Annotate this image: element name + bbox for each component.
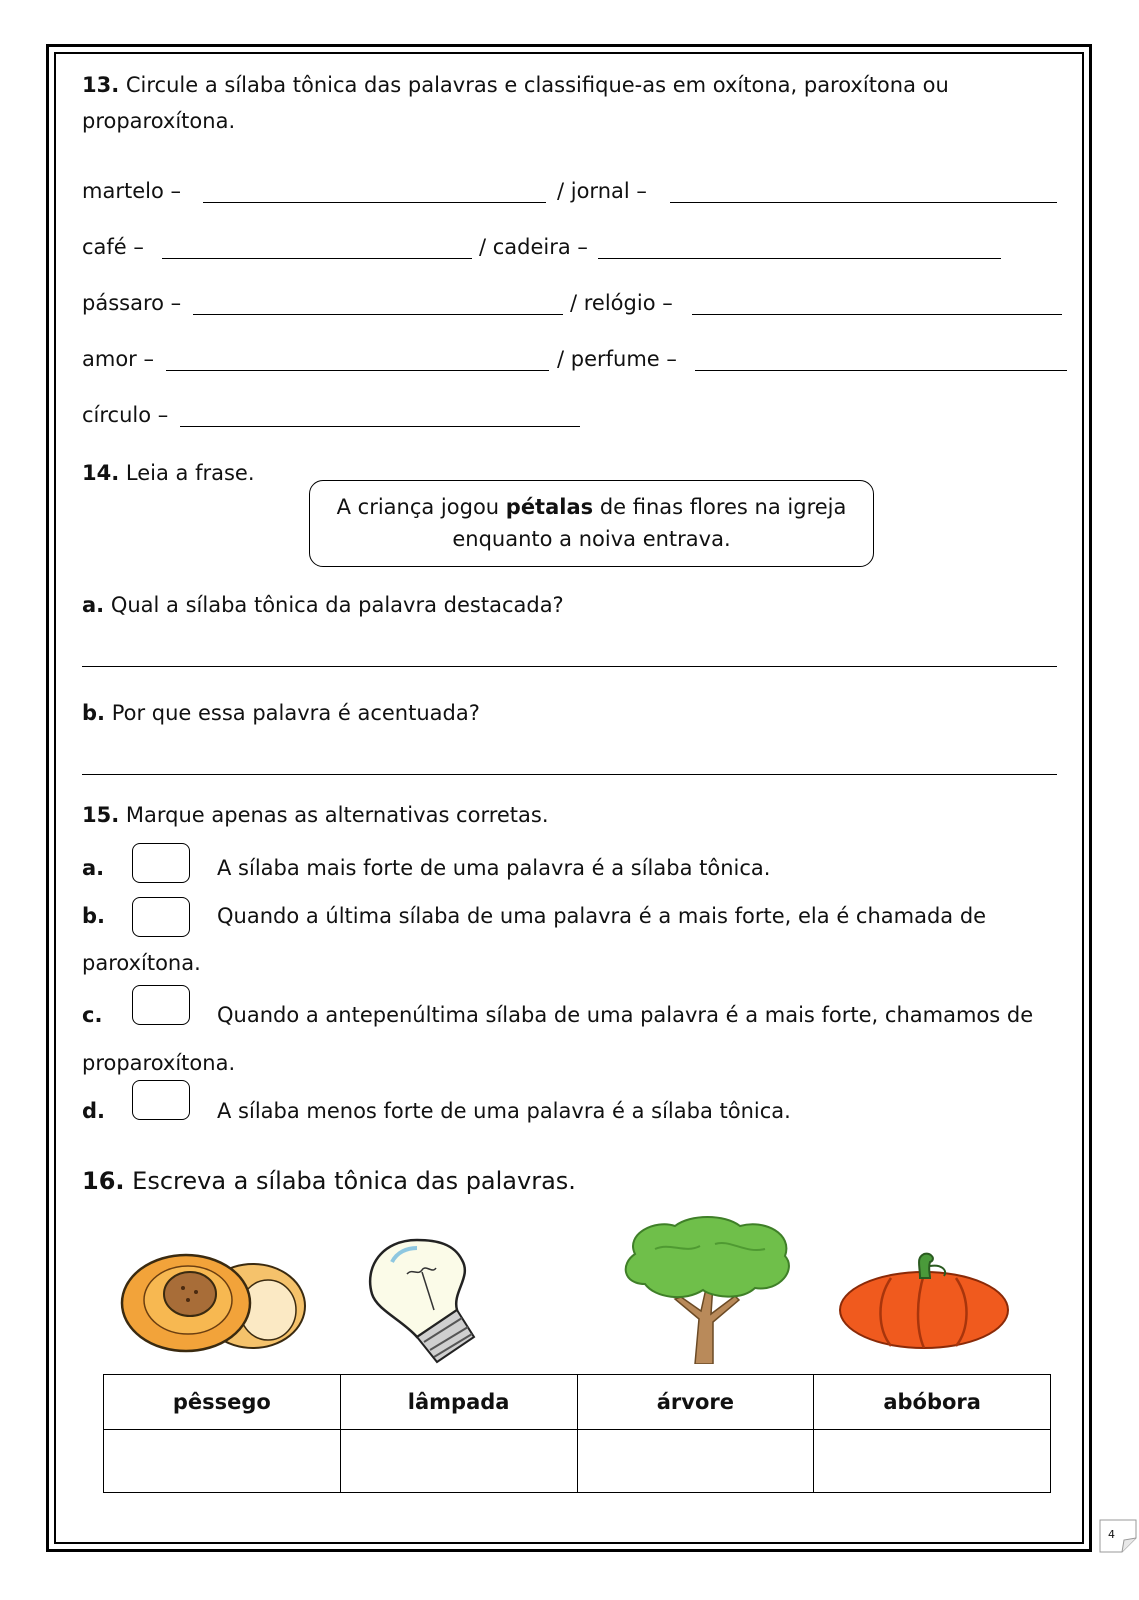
q14b-label: b. xyxy=(82,701,106,725)
q14b-answer-line[interactable] xyxy=(82,774,1057,775)
q15-option-c-label: c. xyxy=(82,1003,103,1027)
q15-text: Marque apenas as alternativas corretas. xyxy=(125,803,549,827)
q13-word-martelo: martelo – xyxy=(82,179,181,203)
answer-cell-abobora[interactable] xyxy=(814,1430,1051,1493)
q13-answer-cafe[interactable] xyxy=(162,258,472,259)
sentence-line1 xyxy=(310,491,873,523)
q13-word-jornal: / jornal – xyxy=(557,179,647,203)
tree-illustration xyxy=(615,1214,800,1364)
q13-word-cadeira: / cadeira – xyxy=(479,235,588,259)
q14-prompt xyxy=(82,460,255,486)
q15-option-b-cont: paroxítona. xyxy=(82,951,201,975)
q13-word-circulo: círculo – xyxy=(82,403,169,427)
q15-option-a-text: A sílaba mais forte de uma palavra é a sílaba tônica. xyxy=(217,856,771,880)
answer-cell-arvore[interactable] xyxy=(577,1430,814,1493)
q14b-text: Por que essa palavra é acentuada? xyxy=(111,701,480,725)
q15-option-b-label: b. xyxy=(82,904,106,928)
table-word-pessego: pêssego xyxy=(104,1375,341,1430)
table-word-abobora: abóbora xyxy=(814,1375,1051,1430)
pumpkin-illustration xyxy=(836,1250,1011,1350)
q13-prompt-line1 xyxy=(82,72,1058,98)
q13-answer-circulo[interactable] xyxy=(180,426,580,427)
q14a-text: Qual a sílaba tônica da palavra destacada? xyxy=(110,593,564,617)
q15-option-b-text: Quando a última sílaba de uma palavra é a mais forte, ela é chamada de xyxy=(217,904,987,928)
page-curl-icon xyxy=(1098,1518,1138,1554)
sentence-line2: enquanto a noiva entrava. xyxy=(452,527,731,551)
page-number: 4 xyxy=(1108,1528,1115,1541)
q13-answer-jornal[interactable] xyxy=(670,202,1057,203)
sentence-box xyxy=(309,480,874,567)
q14-number: 14. xyxy=(82,461,120,485)
q13-answer-passaro[interactable] xyxy=(193,314,563,315)
q14b-prompt xyxy=(82,700,480,726)
table-word-arvore: árvore xyxy=(577,1375,814,1430)
q15-prompt xyxy=(82,802,549,828)
q13-number: 13. xyxy=(82,73,120,97)
q13-word-passaro: pássaro – xyxy=(82,291,182,315)
highlighted-word: pétalas xyxy=(505,495,594,519)
q15-option-c-text: Quando a antepenúltima sílaba de uma palavra é a mais forte, chamamos de xyxy=(217,1003,1034,1027)
table-header-row xyxy=(104,1375,1051,1430)
q13-answer-cadeira[interactable] xyxy=(598,258,1001,259)
q13-answer-amor[interactable] xyxy=(166,370,549,371)
q15-option-c-checkbox[interactable] xyxy=(132,985,190,1025)
sentence-part2: de finas flores na igreja xyxy=(593,495,847,519)
q15-option-c-cont: proparoxítona. xyxy=(82,1051,236,1075)
tonic-syllable-table xyxy=(103,1374,1051,1493)
q14-text: Leia a frase. xyxy=(125,461,255,485)
answer-cell-lampada[interactable] xyxy=(340,1430,577,1493)
q14a-label: a. xyxy=(82,593,105,617)
q16-number: 16. xyxy=(82,1167,125,1195)
q15-option-b-checkbox[interactable] xyxy=(132,897,190,937)
q15-option-d-text: A sílaba menos forte de uma palavra é a sílaba tônica. xyxy=(217,1099,791,1123)
lightbulb-illustration xyxy=(362,1232,502,1372)
q13-prompt-line2: proparoxítona. xyxy=(82,109,236,133)
q15-number: 15. xyxy=(82,803,120,827)
q13-word-cafe: café – xyxy=(82,235,144,259)
table-word-lampada: lâmpada xyxy=(340,1375,577,1430)
answer-cell-pessego[interactable] xyxy=(104,1430,341,1493)
q15-option-a-label: a. xyxy=(82,856,105,880)
q13-word-perfume: / perfume – xyxy=(557,347,677,371)
q13-text: Circule a sílaba tônica das palavras e classifique-as em oxítona, paroxítona ou xyxy=(125,73,949,97)
q13-word-relogio: / relógio – xyxy=(570,291,673,315)
table-answer-row xyxy=(104,1430,1051,1493)
q15-option-d-label: d. xyxy=(82,1099,106,1123)
sentence-part1: A criança jogou xyxy=(336,495,506,519)
q15-option-d-checkbox[interactable] xyxy=(132,1080,190,1120)
q16-prompt xyxy=(82,1166,576,1196)
peach-illustration xyxy=(118,1248,308,1358)
q13-answer-perfume[interactable] xyxy=(695,370,1067,371)
q14a-answer-line[interactable] xyxy=(82,666,1057,667)
q14a-prompt xyxy=(82,592,564,618)
q16-text: Escreva a sílaba tônica das palavras. xyxy=(132,1167,576,1195)
q13-word-amor: amor – xyxy=(82,347,154,371)
q13-answer-martelo[interactable] xyxy=(203,202,546,203)
q13-answer-relogio[interactable] xyxy=(692,314,1062,315)
q15-option-a-checkbox[interactable] xyxy=(132,843,190,883)
